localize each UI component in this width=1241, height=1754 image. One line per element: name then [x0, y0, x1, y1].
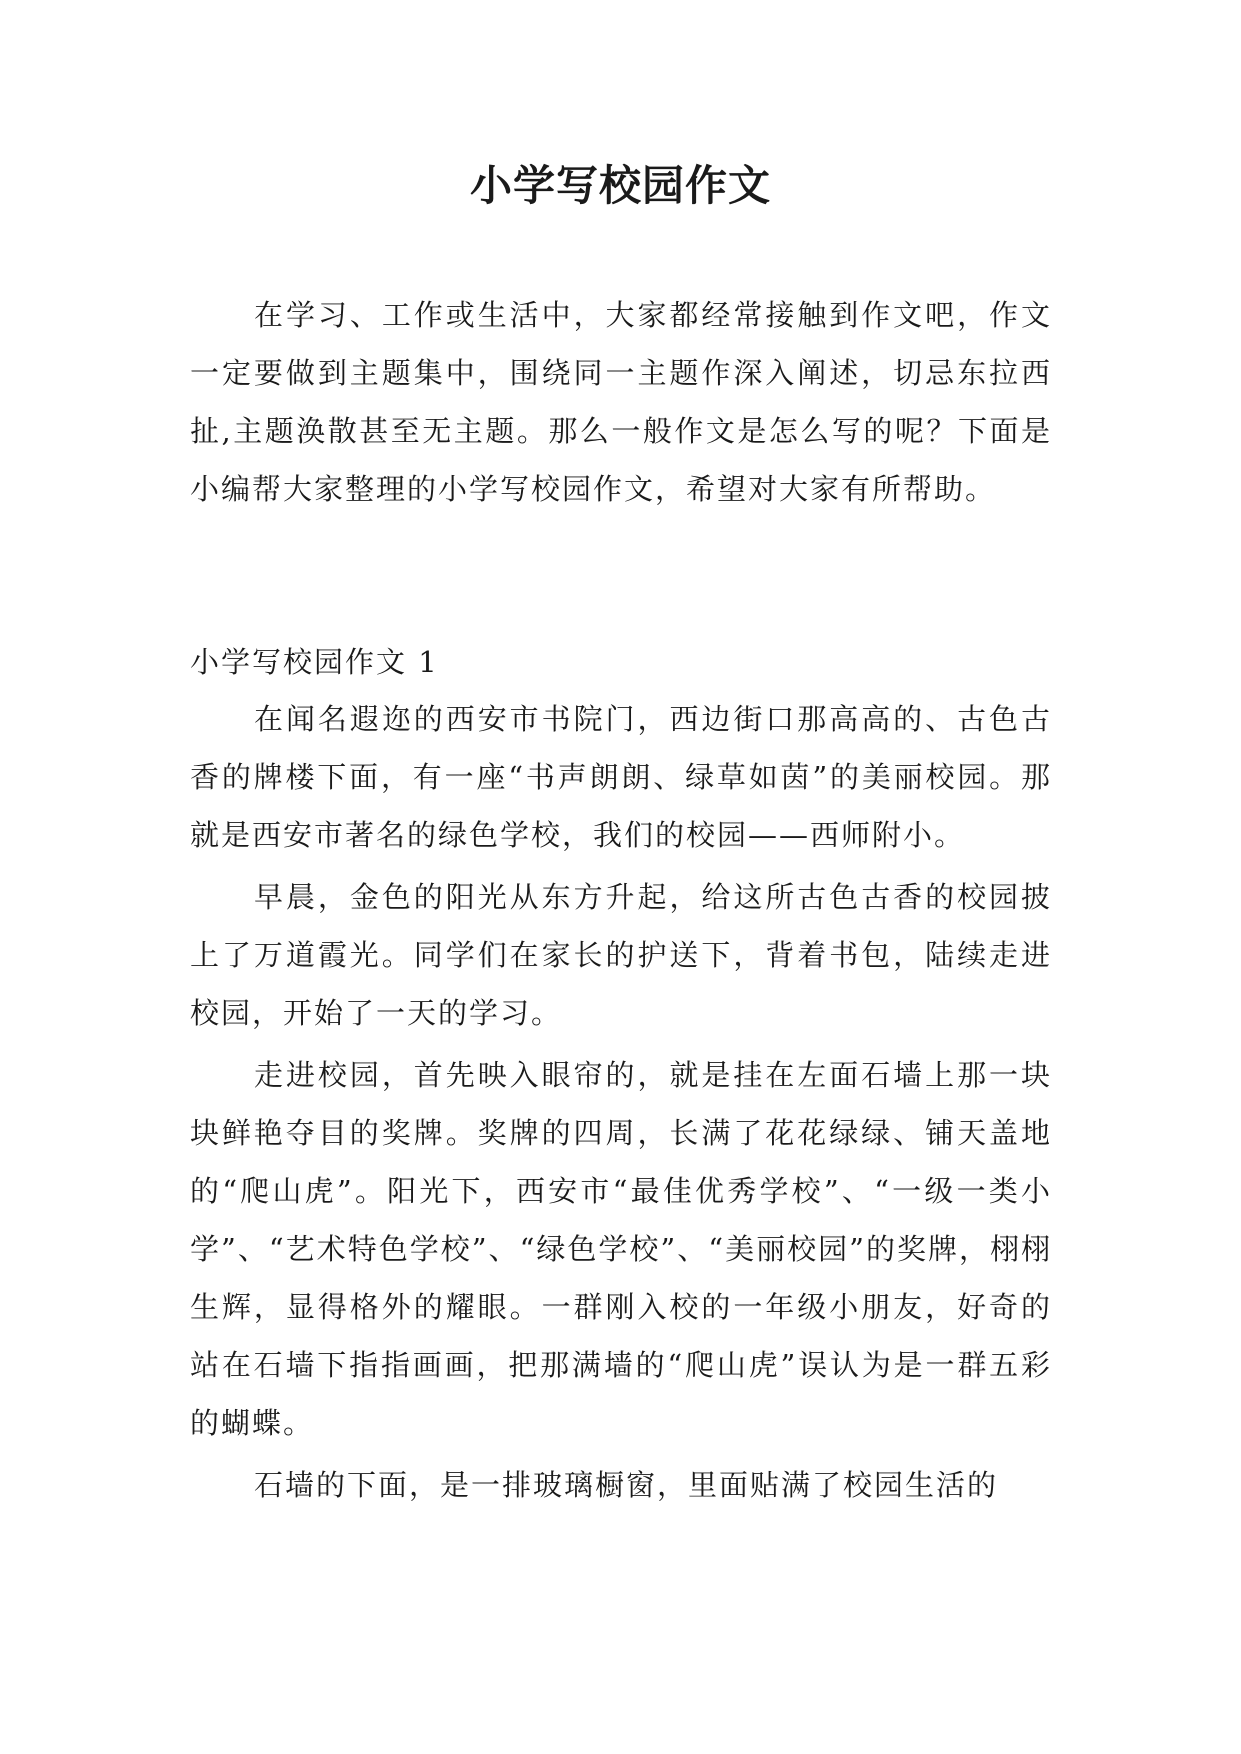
section-heading: 小学写校园作文 1: [190, 645, 439, 679]
article-paragraph-2: 早晨，金色的阳光从东方升起，给这所古色古香的校园披上了万道霞光。同学们在家长的护送下，背着书包，陆续走进校园，开始了一天的学习。: [190, 880, 1052, 1030]
article-body: [190, 690, 1052, 1518]
intro-block: [190, 286, 1052, 518]
section-heading-block: [190, 633, 1052, 691]
article-paragraph-4: 石墙的下面，是一排玻璃橱窗，里面贴满了校园生活的: [254, 1468, 999, 1502]
intro-paragraph: 在学习、工作或生活中，大家都经常接触到作文吧，作文一定要做到主题集中，围绕同一主题作深入阐述，切忌东拉西扯,主题涣散甚至无主题。那么一般作文是怎么写的呢？下面是小编帮大家整理的小学写校园作文，希望对大家有所帮助。: [190, 298, 1052, 506]
document-title: 小学写校园作文: [469, 161, 771, 210]
article-paragraph-3: 走进校园，首先映入眼帘的，就是挂在左面石墙上那一块块鲜艳夺目的奖牌。奖牌的四周，长满了花花绿绿、铺天盖地的“爬山虎”。阳光下，西安市“最佳优秀学校”、“一级一类小学”、“艺术特色学校”、“绿色学校”、“美丽校园”的奖牌，栩栩生辉，显得格外的耀眼。一群刚入校的一年级小朋友，好奇的站在石墙下指指画画，把那满墙的“爬山虎”误认为是一群五彩的蝴蝶。: [190, 1058, 1052, 1440]
article-paragraph-1: 在闻名遐迩的西安市书院门，西边街口那高高的、古色古香的牌楼下面，有一座“书声朗朗、绿草如茵”的美丽校园。那就是西安市著名的绿色学校，我们的校园——西师附小。: [190, 702, 1052, 852]
